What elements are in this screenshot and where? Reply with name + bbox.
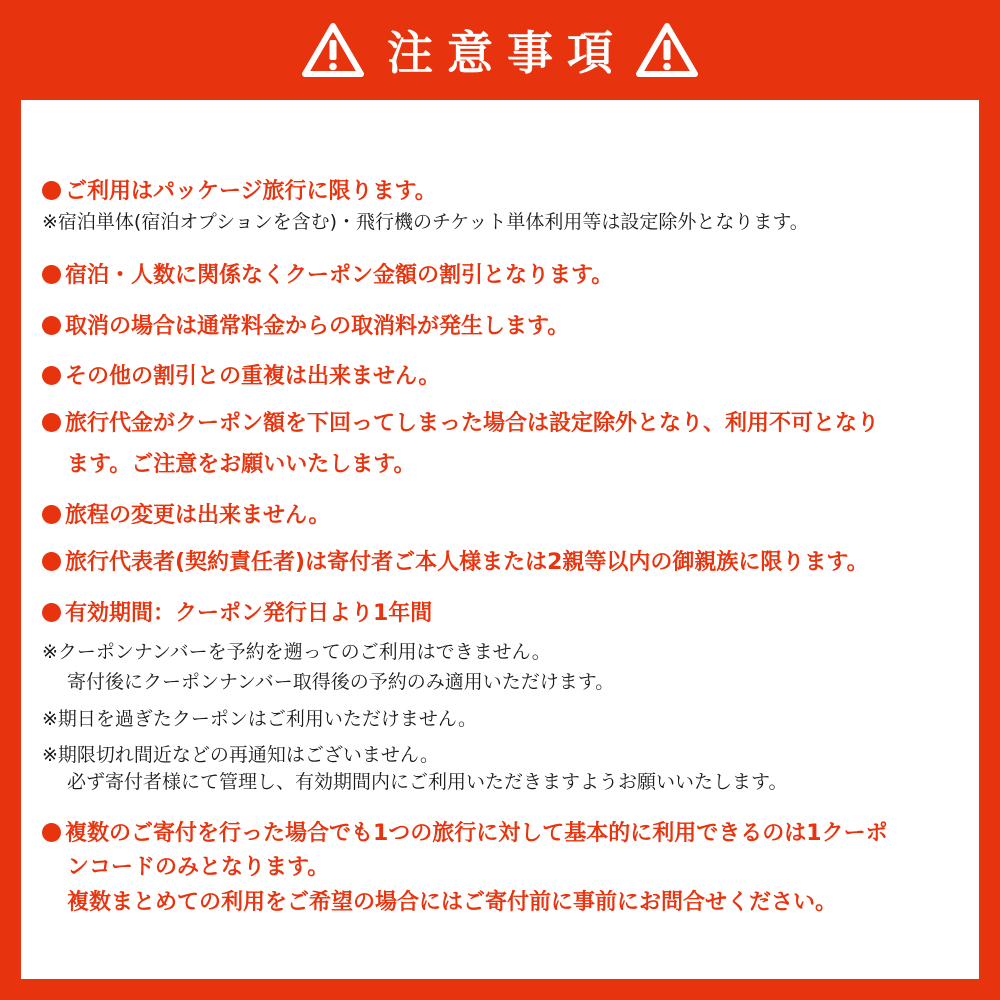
note-subtext: ※期限切れ間近などの再通知はございません。 bbox=[42, 744, 440, 766]
note-subtext: ※宿泊単体(宿泊オプションを含む)・飛行機のチケット単体利用等は設定除外となります。 bbox=[42, 211, 809, 233]
bullet-dot-icon bbox=[42, 316, 61, 335]
note-text-continued: 複数まとめての利用をご希望の場合にはご寄付前に事前にお問合せください。 bbox=[67, 890, 838, 915]
note-text: 取消の場合は通常料金からの取消料が発生します。 bbox=[65, 314, 570, 339]
note-text-continued: ンコードのみとなります。 bbox=[67, 855, 330, 880]
note-item bbox=[42, 596, 432, 627]
note-text: 宿泊・人数に関係なくクーポン金額の割引となります。 bbox=[65, 263, 614, 288]
note-text: 旅行代表者(契約責任者)は寄付者ご本人様または2親等以内の御親族に限ります。 bbox=[65, 550, 869, 575]
warning-triangle-icon bbox=[301, 22, 365, 78]
note-item bbox=[42, 545, 869, 576]
note-subtext-continued: 必ず寄付者様にて管理し、有効期間内にご利用いただきますようお願いいたします。 bbox=[67, 771, 788, 793]
note-item bbox=[42, 498, 330, 529]
bullet-dot-icon bbox=[42, 505, 61, 524]
note-subtext-continued: 寄付後にクーポンナンバー取得後の予約のみ適用いただけます。 bbox=[67, 671, 615, 693]
bullet-dot-icon bbox=[42, 413, 61, 432]
note-item bbox=[42, 406, 879, 437]
bullet-dot-icon bbox=[42, 552, 61, 571]
note-text: その他の割引との重複は出来ません。 bbox=[65, 364, 441, 389]
note-item bbox=[42, 258, 613, 289]
note-subtext: ※クーポンナンバーを予約を遡ってのご利用はできません。 bbox=[42, 641, 551, 663]
note-text: 旅行代金がクーポン額を下回ってしまった場合は設定除外となり、利用不可となり bbox=[65, 411, 880, 436]
warning-triangle-icon bbox=[635, 22, 699, 78]
note-text: ご利用はパッケージ旅行に限ります。 bbox=[65, 179, 437, 204]
note-text-continued: ます。ご注意をお願いいたします。 bbox=[67, 452, 416, 477]
note-text: 旅程の変更は出来ません。 bbox=[65, 503, 331, 528]
bullet-dot-icon bbox=[42, 603, 61, 622]
note-subtext: ※期日を過ぎたクーポンはご利用いただけません。 bbox=[42, 708, 478, 730]
note-item bbox=[42, 359, 440, 390]
note-text: 複数のご寄付を行った場合でも1つの旅行に対して基本的に利用できるのは1クーポ bbox=[65, 821, 888, 846]
note-item bbox=[42, 816, 888, 847]
bullet-dot-icon bbox=[42, 823, 61, 842]
bullet-dot-icon bbox=[42, 181, 61, 200]
note-item bbox=[42, 309, 569, 340]
bullet-dot-icon bbox=[42, 366, 61, 385]
bullet-dot-icon bbox=[42, 265, 61, 284]
notes-panel bbox=[21, 100, 979, 979]
note-text: 有効期間：クーポン発行日より1年間 bbox=[65, 601, 433, 626]
page-title: 注意事項 bbox=[387, 26, 627, 80]
note-item bbox=[42, 174, 437, 205]
header-banner bbox=[0, 0, 1000, 100]
